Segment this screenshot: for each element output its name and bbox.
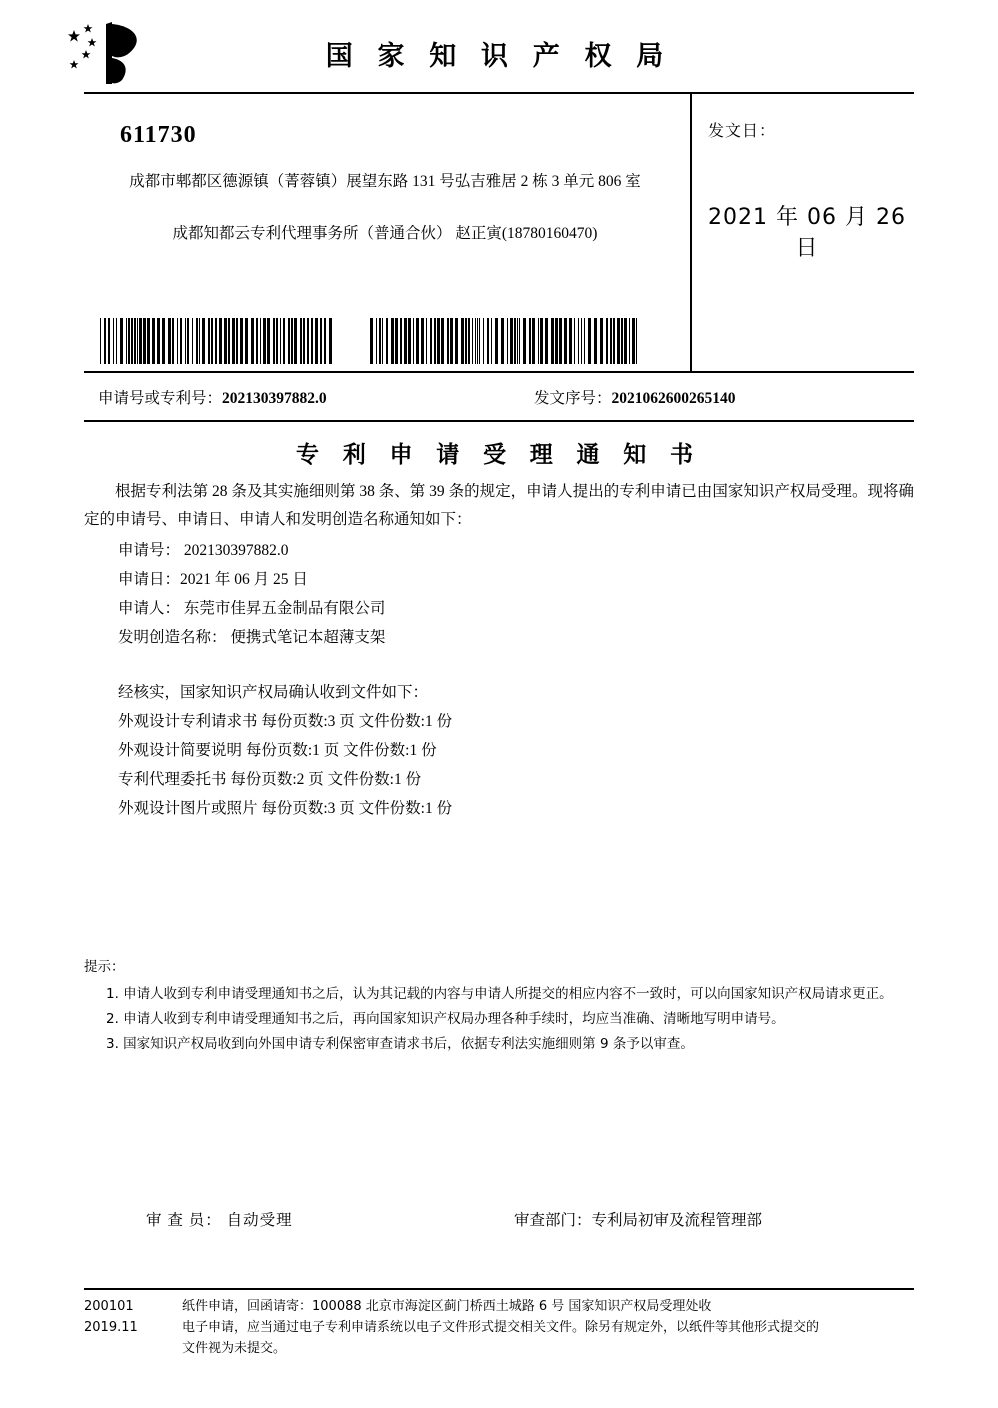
footer-rule — [84, 1288, 914, 1290]
application-number-value: 202130397882.0 — [222, 390, 327, 407]
footer-codes — [84, 1296, 184, 1338]
field-applicant: 申请人： 东莞市佳昇五金制品有限公司 — [118, 600, 386, 617]
footer-line-1: 纸件申请，回函请寄：100088 北京市海淀区蓟门桥西土城路 6 号 国家知识产权局受理处收 — [182, 1299, 712, 1314]
footer-text — [182, 1296, 922, 1359]
footer-line-3: 文件视为未提交。 — [182, 1341, 287, 1356]
document-header — [0, 18, 998, 90]
document-item-1: 外观设计专利请求书 每份页数:3 页 文件份数:1 份 — [118, 713, 453, 730]
recipient-address-part1: 成都市郫都区德源镇（菁蓉镇）展望东路 131 号弘吉雅居 2 栋 3 单元 — [129, 173, 595, 190]
document-item-4: 外观设计图片或照片 每份页数:3 页 文件份数:1 份 — [118, 800, 453, 817]
examiner-value: 自动受理 — [226, 1212, 293, 1229]
department-group — [514, 1208, 762, 1230]
application-fields — [84, 536, 914, 823]
verification-intro: 经核实，国家知识产权局确认收到文件如下： — [118, 684, 429, 701]
field-application-number: 申请号： 202130397882.0 — [118, 542, 289, 559]
footer-code-2: 2019.11 — [84, 1320, 138, 1335]
field-invention-title: 发明创造名称： 便携式笔记本超薄支架 — [118, 629, 386, 646]
department-label: 审查部门： — [514, 1212, 592, 1229]
examiner-label: 审 查 员： — [146, 1212, 222, 1229]
dispatch-serial-value: 2021062600265140 — [611, 390, 736, 407]
application-number-group — [98, 386, 327, 408]
box-vertical-divider — [690, 92, 692, 373]
issue-date-label: 发文日： — [708, 123, 777, 140]
document-number: 611730 — [120, 122, 197, 148]
barcode-application-number — [100, 318, 332, 364]
document-item-2: 外观设计简要说明 每份页数:1 页 文件份数:1 份 — [118, 742, 437, 759]
recipient-address-part2: 806 室 — [598, 173, 641, 190]
document-item-3: 专利代理委托书 每份页数:2 页 文件份数:1 份 — [118, 771, 422, 788]
footer-line-2: 电子申请，应当通过电子专利申请系统以电子文件形式提交相关文件。除另有规定外，以纸件等其他形式提交的 — [182, 1320, 820, 1335]
organization-title: 国 家 知 识 产 权 局 — [325, 41, 673, 71]
application-number-label: 申请号或专利号： — [98, 390, 223, 407]
barcode-dispatch-serial — [370, 318, 638, 364]
field-application-date: 申请日：2021 年 06 月 25 日 — [118, 571, 308, 588]
spacer — [118, 652, 914, 678]
document-body — [84, 478, 914, 823]
note-item-2: 2. 申请人收到专利申请受理通知书之后，再向国家知识产权局办理各种手续时，均应当准确、清晰地写明申请号。 — [106, 1011, 785, 1027]
body-paragraph-1: 根据专利法第 28 条及其实施细则第 38 条、第 39 条的规定，申请人提出的专利申请已由国家知识产权局受理。现将确定的申请号、申请日、申请人和发明创造名称通知如下： — [84, 483, 914, 528]
footer-code-1: 200101 — [84, 1299, 134, 1314]
department-value: 专利局初审及流程管理部 — [591, 1212, 763, 1229]
dispatch-serial-group — [534, 386, 736, 408]
document-title: 专 利 申 请 受 理 通 知 书 — [296, 442, 702, 467]
recipient-address — [100, 168, 670, 195]
recipient-agency: 成都知都云专利代理事务所（普通合伙） 赵正寅(18780160470) — [172, 225, 598, 242]
note-item-1: 1. 申请人收到专利申请受理通知书之后，认为其记载的内容与申请人所提交的相应内容不一致时，可以向国家知识产权局请求更正。 — [106, 986, 893, 1002]
notes-section — [84, 955, 914, 1057]
note-item-3: 3. 国家知识产权局收到向外国申请专利保密审查请求书后，依据专利法实施细则第 9 条予以审查。 — [106, 1036, 694, 1052]
notes-heading: 提示： — [84, 959, 125, 975]
application-number-row — [84, 382, 914, 422]
dispatch-serial-label: 发文序号： — [534, 390, 612, 407]
examiner-group — [146, 1208, 293, 1230]
issue-date-value: 2021 年 06 月 26 日 — [708, 205, 906, 261]
